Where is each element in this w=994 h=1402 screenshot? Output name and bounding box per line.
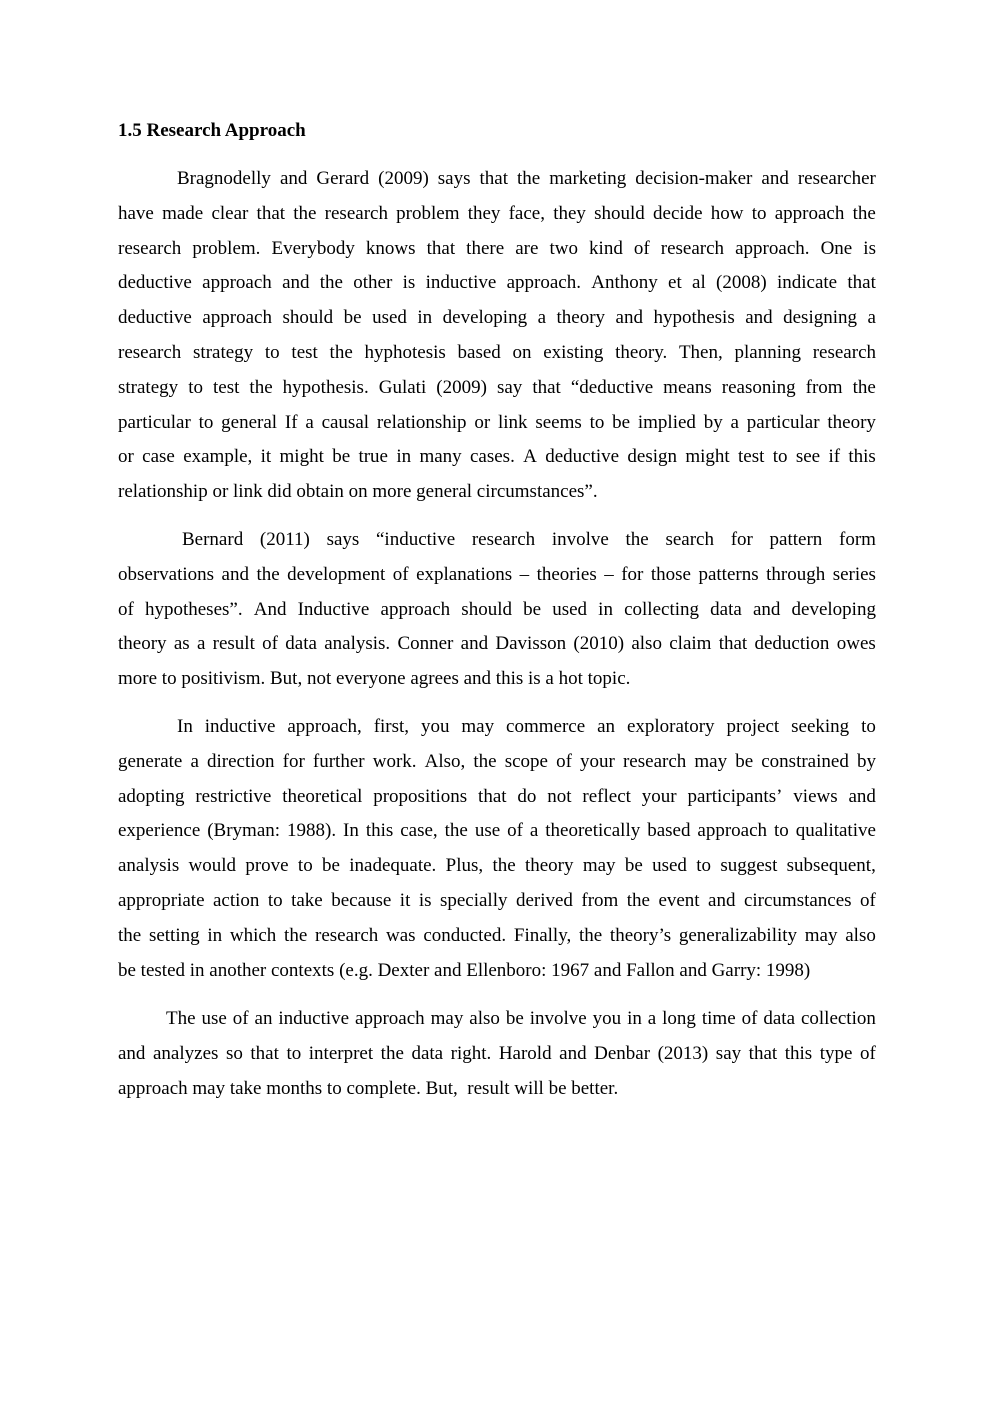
text-line: or case example, it might be true in many cases. A deductive design might test to see if this [118, 446, 876, 468]
text-line: more to positivism. But, not everyone agrees and this is a hot topic. [118, 668, 631, 690]
paragraph-4 [118, 1007, 876, 1111]
text-line: research strategy to test the hyphotesis based on existing theory. Then, planning research [118, 341, 876, 363]
text-line: analysis would prove to be inadequate. Plus, the theory may be used to suggest subsequent, [118, 855, 876, 877]
text-line: Bragnodelly and Gerard (2009) says that the marketing decision-maker and researcher [177, 168, 876, 189]
text-line: deductive approach and the other is inductive approach. Anthony et al (2008) indicate that [118, 272, 876, 294]
text-line: deductive approach should be used in developing a theory and hypothesis and designing a [118, 307, 876, 329]
text-line: the setting in which the research was conducted. Finally, the theory’s generalizability may also [118, 924, 876, 946]
text-line: strategy to test the hypothesis. Gulati (2009) say that “deductive means reasoning from the [118, 376, 876, 398]
text-line: observations and the development of explanations – theories – for those patterns through series [118, 563, 876, 585]
text-line: approach may take months to complete. But, result will be better. [118, 1077, 619, 1099]
text-line: research problem. Everybody knows that there are two kind of research approach. One is [118, 237, 876, 259]
paragraph-3 [118, 715, 876, 993]
text-line: and analyzes so that to interpret the data right. Harold and Denbar (2013) say that this type of [118, 1042, 876, 1064]
text-line: relationship or link did obtain on more general circumstances”. [118, 481, 598, 503]
text-line: particular to general If a causal relationship or link seems to be implied by a particular theory [118, 411, 876, 433]
text-line: theory as a result of data analysis. Conner and Davisson (2010) also claim that deduction owes [118, 633, 876, 655]
text-line: appropriate action to take because it is specially derived from the event and circumstances of [118, 889, 876, 911]
text-line: In inductive approach, first, you may commerce an exploratory project seeking to [177, 716, 876, 737]
section-heading: 1.5 Research Approach [118, 120, 306, 141]
text-line: generate a direction for further work. Also, the scope of your research may be constrained by [118, 750, 876, 772]
paragraph-2 [118, 528, 876, 702]
text-line: The use of an inductive approach may also be involve you in a long time of data collection [166, 1008, 876, 1029]
text-line: adopting restrictive theoretical propositions that do not reflect your participants’ views and [118, 785, 876, 807]
text-line: of hypotheses”. And Inductive approach should be used in collecting data and developing [118, 598, 876, 620]
text-line: experience (Bryman: 1988). In this case, the use of a theoretically based approach to qualitative [118, 820, 876, 842]
text-line: Bernard (2011) says “inductive research involve the search for pattern form [182, 529, 876, 550]
paragraph-1 [118, 167, 876, 515]
text-line: be tested in another contexts (e.g. Dexter and Ellenboro: 1967 and Fallon and Garry: 1998) [118, 959, 811, 981]
text-line: have made clear that the research problem they face, they should decide how to approach the [118, 202, 876, 224]
